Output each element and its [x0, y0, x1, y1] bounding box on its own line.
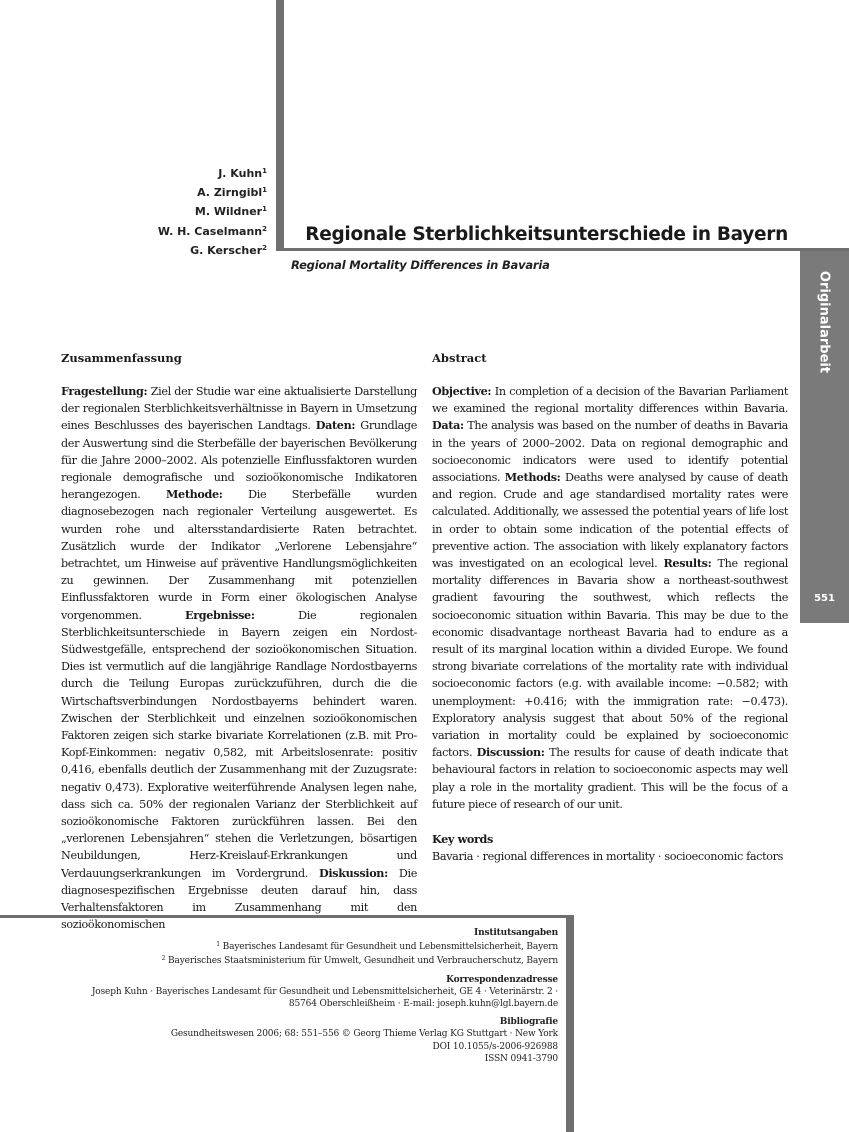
bibliografie-line: DOI 10.1055/s-2006-926988	[432, 1041, 558, 1052]
zusammenfassung-heading: Zusammenfassung	[61, 351, 182, 365]
article-info	[18, 927, 558, 1065]
author-list	[158, 163, 267, 259]
institut-heading: Institutsangaben	[474, 928, 558, 938]
author: A. Zirngibl$^1$	[197, 186, 267, 200]
zusammenfassung-column	[61, 351, 417, 934]
author: G. Kerscher$^2$	[190, 243, 267, 257]
article-subtitle: Regional Mortality Differences in Bavaria	[291, 258, 550, 272]
korrespondenz-line: 85764 Oberschleißheim · E-mail: joseph.kuhn@lgl.bayern.de	[288, 999, 558, 1010]
info-rule	[0, 915, 574, 918]
keywords: Bavaria · regional differences in mortality · socioeconomic factors	[432, 850, 784, 864]
abstract-column	[432, 351, 788, 865]
bibliografie-line: ISSN 0941-3790	[484, 1053, 558, 1064]
article-type-label: Originalarbeit	[816, 270, 832, 374]
bibliografie-heading: Bibliografie	[499, 1017, 558, 1028]
article-title: Regionale Sterblichkeitsunterschiede in Bayern	[305, 224, 788, 245]
abstract-heading: Abstract	[432, 351, 487, 365]
top-vertical-bar	[276, 0, 284, 250]
korrespondenz-heading: Korrespondenzadresse	[446, 974, 558, 985]
title-rule	[276, 248, 849, 251]
page-number: 551	[814, 593, 835, 604]
institut-line: $^2$ Bayerisches Staatsministerium für Umwelt, Gesundheit und Verbraucherschutz, Bayern	[161, 955, 558, 967]
zusammenfassung-text: Fragestellung: Ziel der Studie war eine aktualisierte Darstellung der regionalen Sterblichkeitsverhältnisse in Bayern in Umsetzung eines Beschlusses des bayerischen Landtags. Daten: Grundlage der Auswertung sind die Sterbefälle der bayerischen Bevölkerung für die Jahre 2000–2002. Als potenzielle Einflussfaktoren wurden regionale demografische und sozioökonomische Indikatoren herangezogen. Methode: Die Sterbefälle wurden diagnosebezogen nach regionaler Verteilung ausgewertet. Es wurden rohe und altersstandardisierte Raten betrachtet. Zusätzlich wurde der Indikator „Verlorene Lebensjahre“ betrachtet, um Hinweise auf präventive Handlungsmöglichkeiten zu gewinnen. Der Zusammenhang mit potenziellen Einflussfaktoren wurde in Form einer ökologischen Analyse vorgenommen. Ergebnisse: Die regionalen Sterblichkeitsunterschiede in Bayern zeigen ein Nordost-Südwestgefälle, entsprechend der sozioökonomischen Situation. Dies ist vermutlich auf die langjährige Randlage Nordostbayerns durch die Teilung Europas zurückzuführen, durch die die Wirtschaftsverbindungen Nordostbayerns behindert waren. Zwischen der Sterblichkeit und einzelnen sozioökonomischen Faktoren zeigen sich starke bivariate Korrelationen (z.B. mit Pro-Kopf-Einkommen: negativ 0,582, mit Arbeitslosenrate: positiv 0,416, ebenfalls deutlich der Zusammenhang mit der Zuzugsrate: negativ 0,473). Explorative weiterführende Analysen legen nahe, dass sich ca. 50% der regionalen Varianz der Sterblichkeit auf sozioökonomische Faktoren zurückführen lassen. Bei den „verlorenen Lebensjahren“ stehen die Verletzungen, bösartigen Neubildungen, Herz-Kreislauf-Erkrankungen und Verdauungserkrankungen im Vordergrund. Diskussion: Die diagnosespezifischen Ergebnisse deuten darauf hin, dass Verhaltensfaktoren im Zusammenhang mit den sozioökonomischen	[61, 384, 417, 932]
author: J. Kuhn$^1$	[218, 167, 267, 180]
bottom-vertical-bar	[566, 917, 574, 1132]
korrespondenz-line: Joseph Kuhn · Bayerisches Landesamt für Gesundheit und Lebensmittelsicherheit, GE 4 · Veterinärstr. 2 ·	[91, 986, 558, 997]
abstract-text: Objective: In completion of a decision of the Bavarian Parliament we examined the regional mortality differences within Bavaria. Data: The analysis was based on the number of deaths in Bavaria in the years of 2000–2002. Data on regional demographic and socioeconomic indicators were used to identify potential associations. Methods: Deaths were analysed by cause of death and region. Crude and age standardised mortality rates were calculated. Additionally, we assessed the potential years of life lost in order to obtain some indication of the potential effects of preventive action. The association with likely explanatory factors was investigated on an ecological level. Results: The regional mortality differences in Bavaria show a northeast-southwest gradient favouring the southwest, which reflects the socioeconomic situation within Bavaria. This may be due to the economic disadvantage northeast Bavaria had to endure as a result of its marginal location within a divided Europe. We found strong bivariate correlations of the mortality rate with individual socioeconomic factors (e.g. with available income: −0.582; with unemployment: +0.416; with the immigration rate: −0.473). Exploratory analysis suggest that about 50% of the regional variation in mortality could be explained by socioeconomic factors. Discussion: The results for cause of death indicate that behavioural factors in relation to socioeconomic aspects may well play a role in the mortality gradient. This will be the focus of a future piece of research of our unit.	[432, 384, 789, 811]
keywords-heading: Key words	[432, 832, 493, 847]
author: W. H. Caselmann$^2$	[157, 224, 267, 238]
author: M. Wildner$^1$	[194, 205, 267, 219]
institut-line: $^1$ Bayerisches Landesamt für Gesundheit und Lebensmittelsicherheit, Bayern	[216, 941, 558, 953]
bibliografie-line: Gesundheitswesen 2006; 68: 551–556 © Georg Thieme Verlag KG Stuttgart · New York	[170, 1029, 558, 1040]
